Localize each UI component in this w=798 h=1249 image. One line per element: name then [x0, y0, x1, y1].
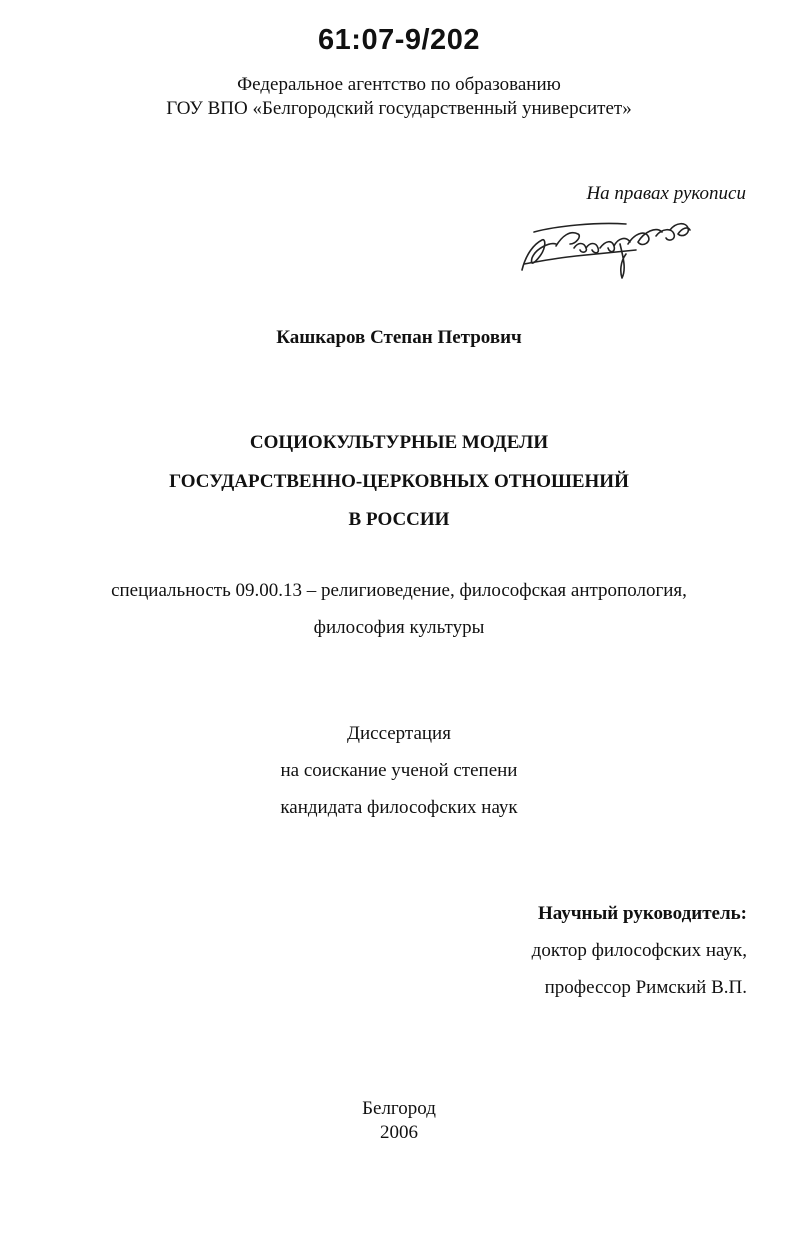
rights-note: На правах рукописи [586, 183, 746, 204]
agency-name: Федеральное агентство по образованию [237, 74, 561, 95]
author-name: Кашкаров Степан Петрович [276, 327, 522, 348]
city: Белгород [362, 1098, 436, 1119]
dissertation-title-line-3: В РОССИИ [348, 509, 450, 530]
supervisor-name: профессор Римский В.П. [544, 977, 747, 998]
year: 2006 [380, 1122, 418, 1143]
specialty-line-1: специальность 09.00.13 – религиоведение, философская антропология, [111, 580, 687, 601]
dissertation-type: Диссертация [347, 723, 451, 744]
specialty-line-2: философия культуры [313, 617, 485, 638]
degree-name: кандидата философских наук [280, 797, 518, 818]
dissertation-title-line-2: ГОСУДАРСТВЕННО-ЦЕРКОВНЫХ ОТНОШЕНИЙ [169, 471, 629, 492]
supervisor-degree: доктор философских наук, [531, 940, 747, 961]
university-name: ГОУ ВПО «Белгородский государственный университет» [166, 98, 632, 119]
author-signature [516, 214, 696, 284]
catalog-number: 61:07-9/202 [318, 24, 480, 56]
degree-purpose: на соискание ученой степени [280, 760, 518, 781]
dissertation-title-line-1: СОЦИОКУЛЬТУРНЫЕ МОДЕЛИ [249, 432, 549, 453]
supervisor-heading: Научный руководитель: [538, 903, 747, 924]
